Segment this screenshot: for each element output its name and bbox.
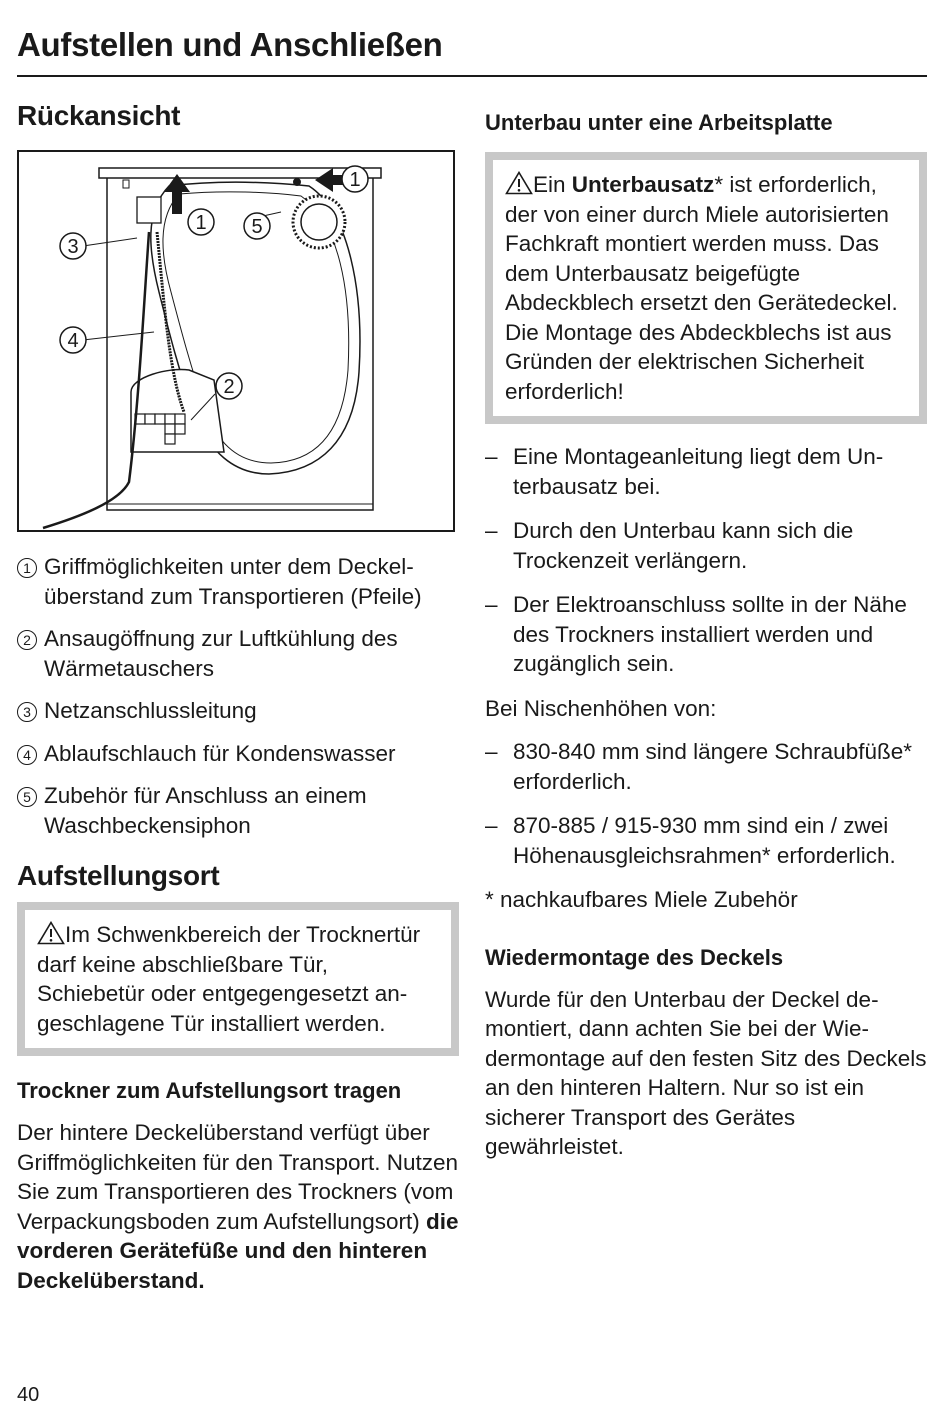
- subheading-wiedermontage: Wiedermontage des Deckels: [485, 944, 784, 970]
- transport-paragraph: Der hintere Deckelüberstand verfügt über Griffmöglichkeiten für den Transport. Nutzen Sie zum Transportieren des Trockners (vom Verpackungsboden zum Aufstellungsort) die vorderen Gerätefüße und den hinteren Deckelüberstand.: [17, 1120, 459, 1293]
- legend-text: Zubehör für Anschluss an einem Waschbeckensiphon: [44, 783, 367, 838]
- legend-item: [17, 624, 459, 683]
- callout-2: 2: [223, 376, 235, 398]
- section-heading-aufstellungsort: Aufstellungsort: [17, 860, 220, 891]
- unterbau-bullet-list: [485, 442, 927, 679]
- wiedermontage-paragraph: Wurde für den Unterbau der Deckel demontiert, dann achten Sie bei der Wiedermontage auf den festen Sitz des Deckels an den hinteren Haltern. Nur so ist ein sicherer Transport des Gerätes gewährleistet.: [485, 986, 927, 1159]
- legend-text: Ansaugöffnung zur Luftkühlung des Wärmetauschers: [44, 626, 398, 681]
- legend-text: Netzanschlussleitung: [44, 698, 257, 723]
- legend-text: Griffmöglichkeiten unter dem Deckelüberstand zum Transportieren (Pfeile): [44, 554, 422, 609]
- niche-intro: Bei Nischenhöhen von:: [485, 695, 717, 721]
- legend-number: 1: [17, 558, 37, 578]
- callout-1-top: 1: [349, 169, 361, 191]
- legend-number: 4: [17, 745, 37, 765]
- legend-number: 3: [17, 702, 37, 722]
- page-number: 40: [17, 1384, 40, 1405]
- list-item: – 830-840 mm sind längere Schraubfüße* erforderlich.: [485, 737, 927, 796]
- legend-item: [17, 696, 459, 726]
- right-column: [485, 100, 927, 1162]
- legend-item: [17, 781, 459, 840]
- callout-1-left: 1: [195, 212, 207, 234]
- warning-box-unterbau: [485, 152, 927, 424]
- legend-item: [17, 552, 459, 611]
- transport-emphasis: die vorderen Gerätefüße und den hinteren Deckelüberstand.: [17, 1208, 459, 1293]
- section-heading-rueckansicht: Rückansicht: [17, 100, 181, 131]
- legend-item: [17, 739, 459, 769]
- figure-legend: [17, 552, 459, 1295]
- page-title: Aufstellen und Anschließen: [17, 26, 443, 63]
- subheading-unterbau: Unterbau unter eine Arbeitsplatte: [485, 110, 833, 135]
- legend-number: 5: [17, 787, 37, 807]
- list-item: – Durch den Unterbau kann sich die Trockenzeit verlängern.: [485, 516, 927, 575]
- legend-number: 2: [17, 630, 37, 650]
- title-divider: [17, 75, 927, 77]
- warning-text: Im Schwenkbereich der Trocknertür darf keine abschließbare Tür, Schiebetür oder entgegengesetzt angeschlagene Tür installiert werden.: [37, 922, 421, 1036]
- callout-3: 3: [67, 236, 79, 258]
- footnote: * nachkaufbares Miele Zubehör: [485, 887, 798, 912]
- warning-triangle-icon: [505, 171, 533, 195]
- legend-text: Ablaufschlauch für Kondenswasser: [44, 740, 396, 766]
- callout-5: 5: [251, 216, 263, 238]
- callout-4: 4: [67, 330, 79, 352]
- list-item: – Eine Montageanleitung liegt dem Unterbausatz bei.: [485, 442, 927, 501]
- warning-box-aufstellungsort: [17, 902, 459, 1056]
- list-item: – 870-885 / 915-930 mm sind ein / zwei Höhenausgleichsrahmen* erforderlich.: [485, 811, 927, 870]
- dryer-rear-illustration: [19, 152, 453, 530]
- warning-text: Ein Unterbausatz* ist erforderlich, der von einer durch Miele autorisierten Fachkraft montiert werden muss. Das dem Unterbausatz beigefügte Abdeckblech ersetzt den Gerätedeckel. Die Montage des Abdeckblechs ist aus Gründen der elektrischen Sicherheit erforderlich!: [505, 172, 898, 404]
- warning-triangle-icon: [37, 921, 65, 945]
- dryer-rear-view-figure: [17, 150, 455, 532]
- niche-bullet-list: [485, 737, 927, 870]
- list-item: – Der Elektroanschluss sollte in der Nähe des Trockners installiert werden und zugänglich sein.: [485, 590, 927, 679]
- subheading-transport: Trockner zum Aufstellungsort tragen: [17, 1078, 402, 1103]
- left-column: [17, 100, 459, 1293]
